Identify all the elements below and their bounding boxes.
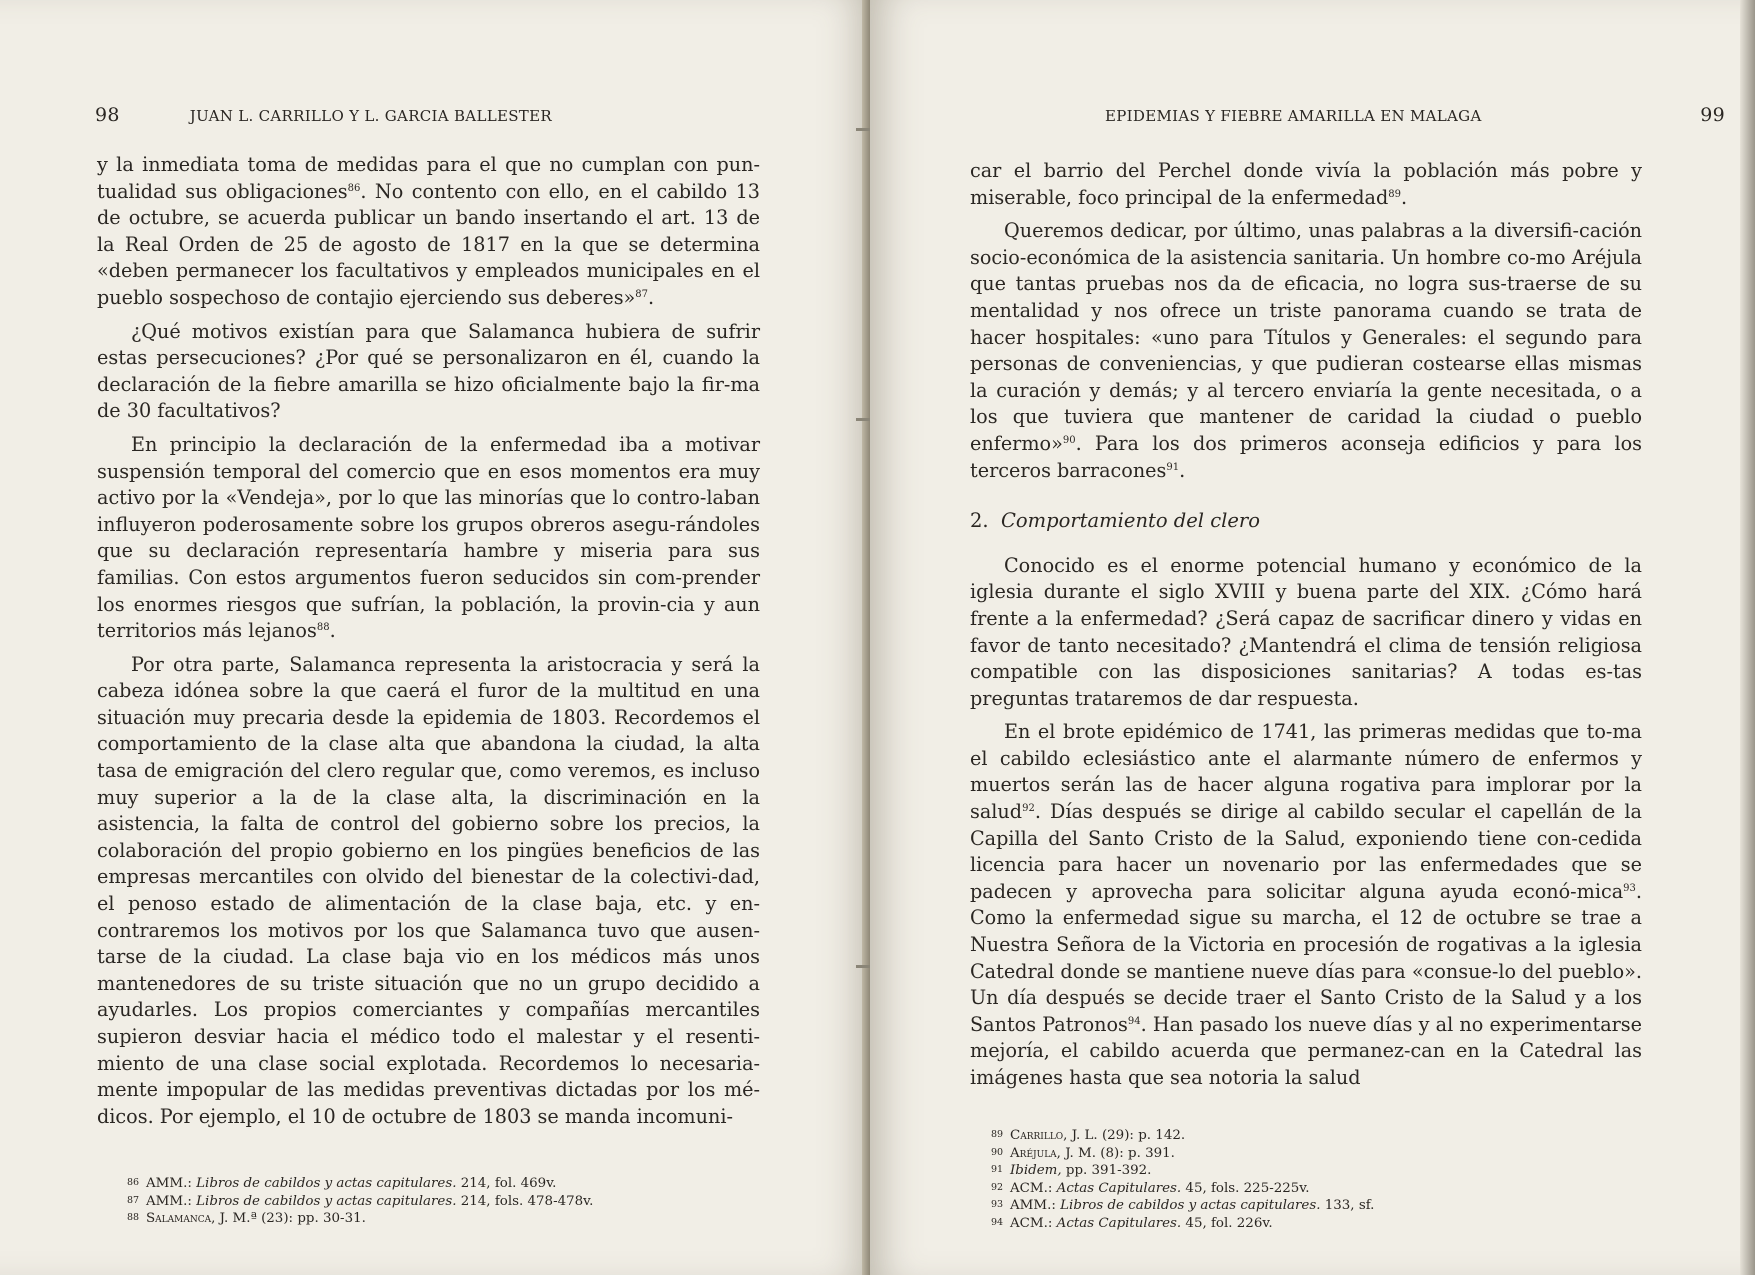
text-run: . Como la enfermedad sigue su marcha, el 12 de octubre se trae a Nuestra Señora de la Victoria en procesión de rogativas a la iglesia Catedral donde se mantiene nueve días para «consue-lo del pueblo». Un día después se decide traer el Santo Cristo de la Salud y a los Santos Patronos xyxy=(970,879,1642,1036)
left-running-head: JUAN L. CARRILLO Y L. GARCIA BALLESTER xyxy=(189,107,552,125)
footnote-ref-91[interactable]: 91 xyxy=(1166,461,1180,473)
footnote-title: Ibidem, xyxy=(1010,1163,1062,1178)
footnote-author: ACM.: xyxy=(1010,1215,1053,1231)
right-page-number: 99 xyxy=(1700,104,1725,126)
footnote-ref-87[interactable]: 87 xyxy=(635,288,649,300)
page-edge-shadow xyxy=(1740,0,1755,1275)
footnote-ref-90[interactable]: 90 xyxy=(1062,434,1076,446)
text-run: . Han pasado los nueve días y al no experimentarse mejoría, el cabildo acuerda que permanez-can en la Catedral las imágenes hasta que sea notoria la salud xyxy=(970,1012,1643,1089)
footnote-locator: p. 142. xyxy=(1138,1128,1186,1143)
footnote-93 xyxy=(991,1197,1631,1215)
footnote-locator: 45, fols. 225-225v. xyxy=(1185,1180,1310,1196)
footnote-94 xyxy=(991,1215,1631,1233)
binding-mark xyxy=(856,965,870,968)
footnote-ref-94[interactable]: 94 xyxy=(1127,1015,1141,1027)
left-paragraph-1 xyxy=(97,152,760,312)
footnote-number: 90 xyxy=(991,1146,1004,1158)
footnote-locator: 45, fol. 226v. xyxy=(1185,1215,1273,1231)
left-page xyxy=(0,0,870,1275)
footnote-number: 86 xyxy=(127,1177,140,1188)
footnote-ref-92[interactable]: 92 xyxy=(1022,803,1035,815)
footnote-author: ACM.: xyxy=(1010,1180,1053,1196)
footnote-ref-93[interactable]: 93 xyxy=(1623,882,1636,894)
footnote-number: 87 xyxy=(127,1194,140,1206)
footnote-locator: pp. 30-31. xyxy=(297,1211,366,1226)
text-run: Queremos dedicar, por último, unas palabras a la diversifi-cación socio-económica de la asistencia sanitaria. Un hombre co-mo Aréjula que tantas pruebas nos da de eficacia, no logra sus-traerse de su mentalidad y nos ofrece un triste panorama cuando se trata de hacer hospitales: «uno para Títulos y Generales: el segundo para personas de conveniencias, y que pudieran costearse ellas mismas la curación y demás; y al tercero enviaría la gente necesitada, o a los que tuviera que mantener de caridad la ciudad o pueblo enfermo» xyxy=(970,219,1642,455)
right-running-head: EPIDEMIAS Y FIEBRE AMARILLA EN MALAGA xyxy=(1105,107,1482,125)
footnote-91 xyxy=(991,1162,1631,1180)
footnote-87 xyxy=(127,1193,767,1211)
left-paragraph-2: ¿Qué motivos existían para que Salamanca hubiera de sufrir estas persecuciones? ¿Por qué se personalizaron en él, cuando la declaración de la fiebre amarilla se hizo oficialmente bajo la fir-ma de 30 facultativos? xyxy=(97,319,760,423)
footnote-88 xyxy=(127,1210,767,1228)
binding-mark xyxy=(856,418,870,421)
section-number: 2. xyxy=(970,509,989,533)
footnote-ref-88[interactable]: 88 xyxy=(316,622,330,634)
footnote-author: Salamanca, J. M.ª (23): xyxy=(146,1211,294,1226)
footnote-author: Carrillo, J. L. (29): xyxy=(1010,1128,1134,1143)
footnote-title: Libros de cabildos y actas capitulares. xyxy=(1060,1198,1321,1213)
right-page-header xyxy=(1105,104,1725,126)
left-page-number: 98 xyxy=(95,104,120,126)
right-paragraph-1 xyxy=(970,158,1642,211)
footnote-number: 89 xyxy=(991,1129,1004,1140)
text-run: . Días después se dirige al cabildo secular el capellán de la Capilla del Santo Cristo de la Salud, exponiendo tiene con-cedida licencia para hacer un novenario por las enfermedades que se padecen y aprovecha para solicitar alguna ayuda econó-mica xyxy=(970,800,1642,903)
left-paragraph-3 xyxy=(97,432,760,645)
right-paragraph-3: Conocido es el enorme potencial humano y económico de la iglesia durante el siglo XVIII y buena parte del XIX. ¿Cómo hará frente a la enfermedad? ¿Será capaz de sacrificar dinero y vidas en favor de tanto necesitado? ¿Mantendrá el clima de tensión religiosa compatible con las disposiciones sanitarias? A todas es-tas preguntas trataremos de dar respuesta. xyxy=(970,553,1642,710)
footnote-author: AMM.: xyxy=(146,1193,192,1209)
footnote-author: AMM.: xyxy=(1010,1198,1056,1213)
text-run: car el barrio del Perchel donde vivía la población más pobre y miserable, foco principal de la enfermedad xyxy=(970,159,1642,209)
footnote-number: 88 xyxy=(127,1212,140,1223)
text-run: En principio la declaración de la enfermedad iba a motivar suspensión temporal del comercio que en esos momentos era muy activo por la «Vendeja», por lo que las minorías que lo contro-laban influyeron poderosamente sobre los grupos obreros asegu-rándoles que su declaración representaría hambre y miseria para sus familias. Con estos argumentos fueron seducidos sin com-prender los enormes riesgos que sufrían, la población, la provin-cia y aun territorios más lejanos xyxy=(97,432,760,643)
footnote-title: Libros de cabildos y actas capitulares. xyxy=(196,1193,457,1209)
footnote-title: Libros de cabildos y actas capitulares. xyxy=(196,1176,457,1191)
right-paragraph-4 xyxy=(970,719,1642,1091)
footnote-86 xyxy=(127,1175,767,1193)
text-run: y la inmediata toma de medidas para el que no cumplan con pun-tualidad sus obligaciones xyxy=(97,153,760,203)
footnote-title: Actas Capitulares. xyxy=(1056,1180,1182,1196)
text-run: . xyxy=(1179,458,1186,482)
footnote-locator: pp. 391-392. xyxy=(1065,1163,1152,1178)
footnote-89 xyxy=(991,1127,1631,1145)
footnote-locator: p. 391. xyxy=(1128,1145,1175,1161)
footnote-author: Aréjula, J. M. (8): xyxy=(1010,1145,1124,1161)
text-run: . xyxy=(1401,185,1408,209)
left-page-body xyxy=(97,152,760,1130)
left-page-header xyxy=(95,104,755,126)
text-run: . xyxy=(329,619,336,643)
section-heading xyxy=(970,508,1642,535)
right-page-body xyxy=(970,158,1642,1092)
footnote-90 xyxy=(991,1145,1631,1163)
footnote-locator: 214, fol. 469v. xyxy=(460,1176,557,1191)
footnote-number: 94 xyxy=(991,1216,1004,1228)
text-run: . xyxy=(648,285,655,309)
right-paragraph-2 xyxy=(970,218,1642,484)
text-run: . No contento con ello, en el cabildo 13 de octubre, se acuerda publicar un bando insertando el art. 13 de la Real Orden de 25 de agosto de 1817 en la que se determina «deben permanecer los facultativos y empleados municipales en el pueblo sospechoso de contajio ejerciendo sus deberes» xyxy=(97,179,760,309)
text-run: . Para los dos primeros aconseja edificios y para los terceros barracones xyxy=(970,431,1642,482)
footnote-locator: 133, sf. xyxy=(1324,1198,1375,1213)
footnote-number: 92 xyxy=(991,1181,1004,1193)
footnote-title: Actas Capitulares. xyxy=(1056,1215,1182,1231)
footnote-92 xyxy=(991,1180,1631,1198)
right-footnotes xyxy=(991,1127,1631,1232)
right-page xyxy=(870,0,1755,1275)
binding-mark xyxy=(856,128,870,131)
footnote-author: AMM.: xyxy=(146,1176,192,1191)
section-title: Comportamiento del clero xyxy=(1001,509,1260,533)
footnote-number: 93 xyxy=(991,1199,1004,1210)
left-paragraph-4: Por otra parte, Salamanca representa la aristocracia y será la cabeza idónea sobre la que caerá el furor de la multitud en una situación muy precaria desde la epidemia de 1803. Recordemos el comportamiento de la clase alta que abandona la ciudad, la alta tasa de emigración del clero regular que, como veremos, es incluso muy superior a la de la clase alta, la discriminación en la asistencia, la falta de control del gobierno sobre los precios, la colaboración del propio gobierno en los pingües beneficios de las empresas mercantiles con olvido del bienestar de la colectivi-dad, el penoso estado de alimentación de la clase baja, etc. y en-contraremos los motivos por los que Salamanca tuvo que ausen-tarse de la ciudad. La clase baja vio en los médicos más unos mantenedores de su triste situación que no un grupo decidido a ayudarles. Los propios comerciantes y compañías mercantiles supieron desviar hacia el médico todo el malestar y el resenti-miento de una clase social explotada. Recordemos lo necesaria-mente impopular de las medidas preventivas dictadas por los mé-dicos. Por ejemplo, el 10 de octubre de 1803 se manda incomuni- xyxy=(97,652,760,1128)
footnote-number: 91 xyxy=(991,1164,1004,1175)
text-run: En el brote epidémico de 1741, las primeras medidas que to-ma el cabildo eclesiástico ante el alarmante número de enfermos y muertos serán las de hacer alguna rogativa para implorar por la salud xyxy=(970,720,1642,824)
footnote-ref-89[interactable]: 89 xyxy=(1388,188,1401,200)
left-footnotes xyxy=(127,1175,767,1228)
footnote-locator: 214, fols. 478-478v. xyxy=(460,1193,594,1209)
footnote-ref-86[interactable]: 86 xyxy=(347,182,361,194)
